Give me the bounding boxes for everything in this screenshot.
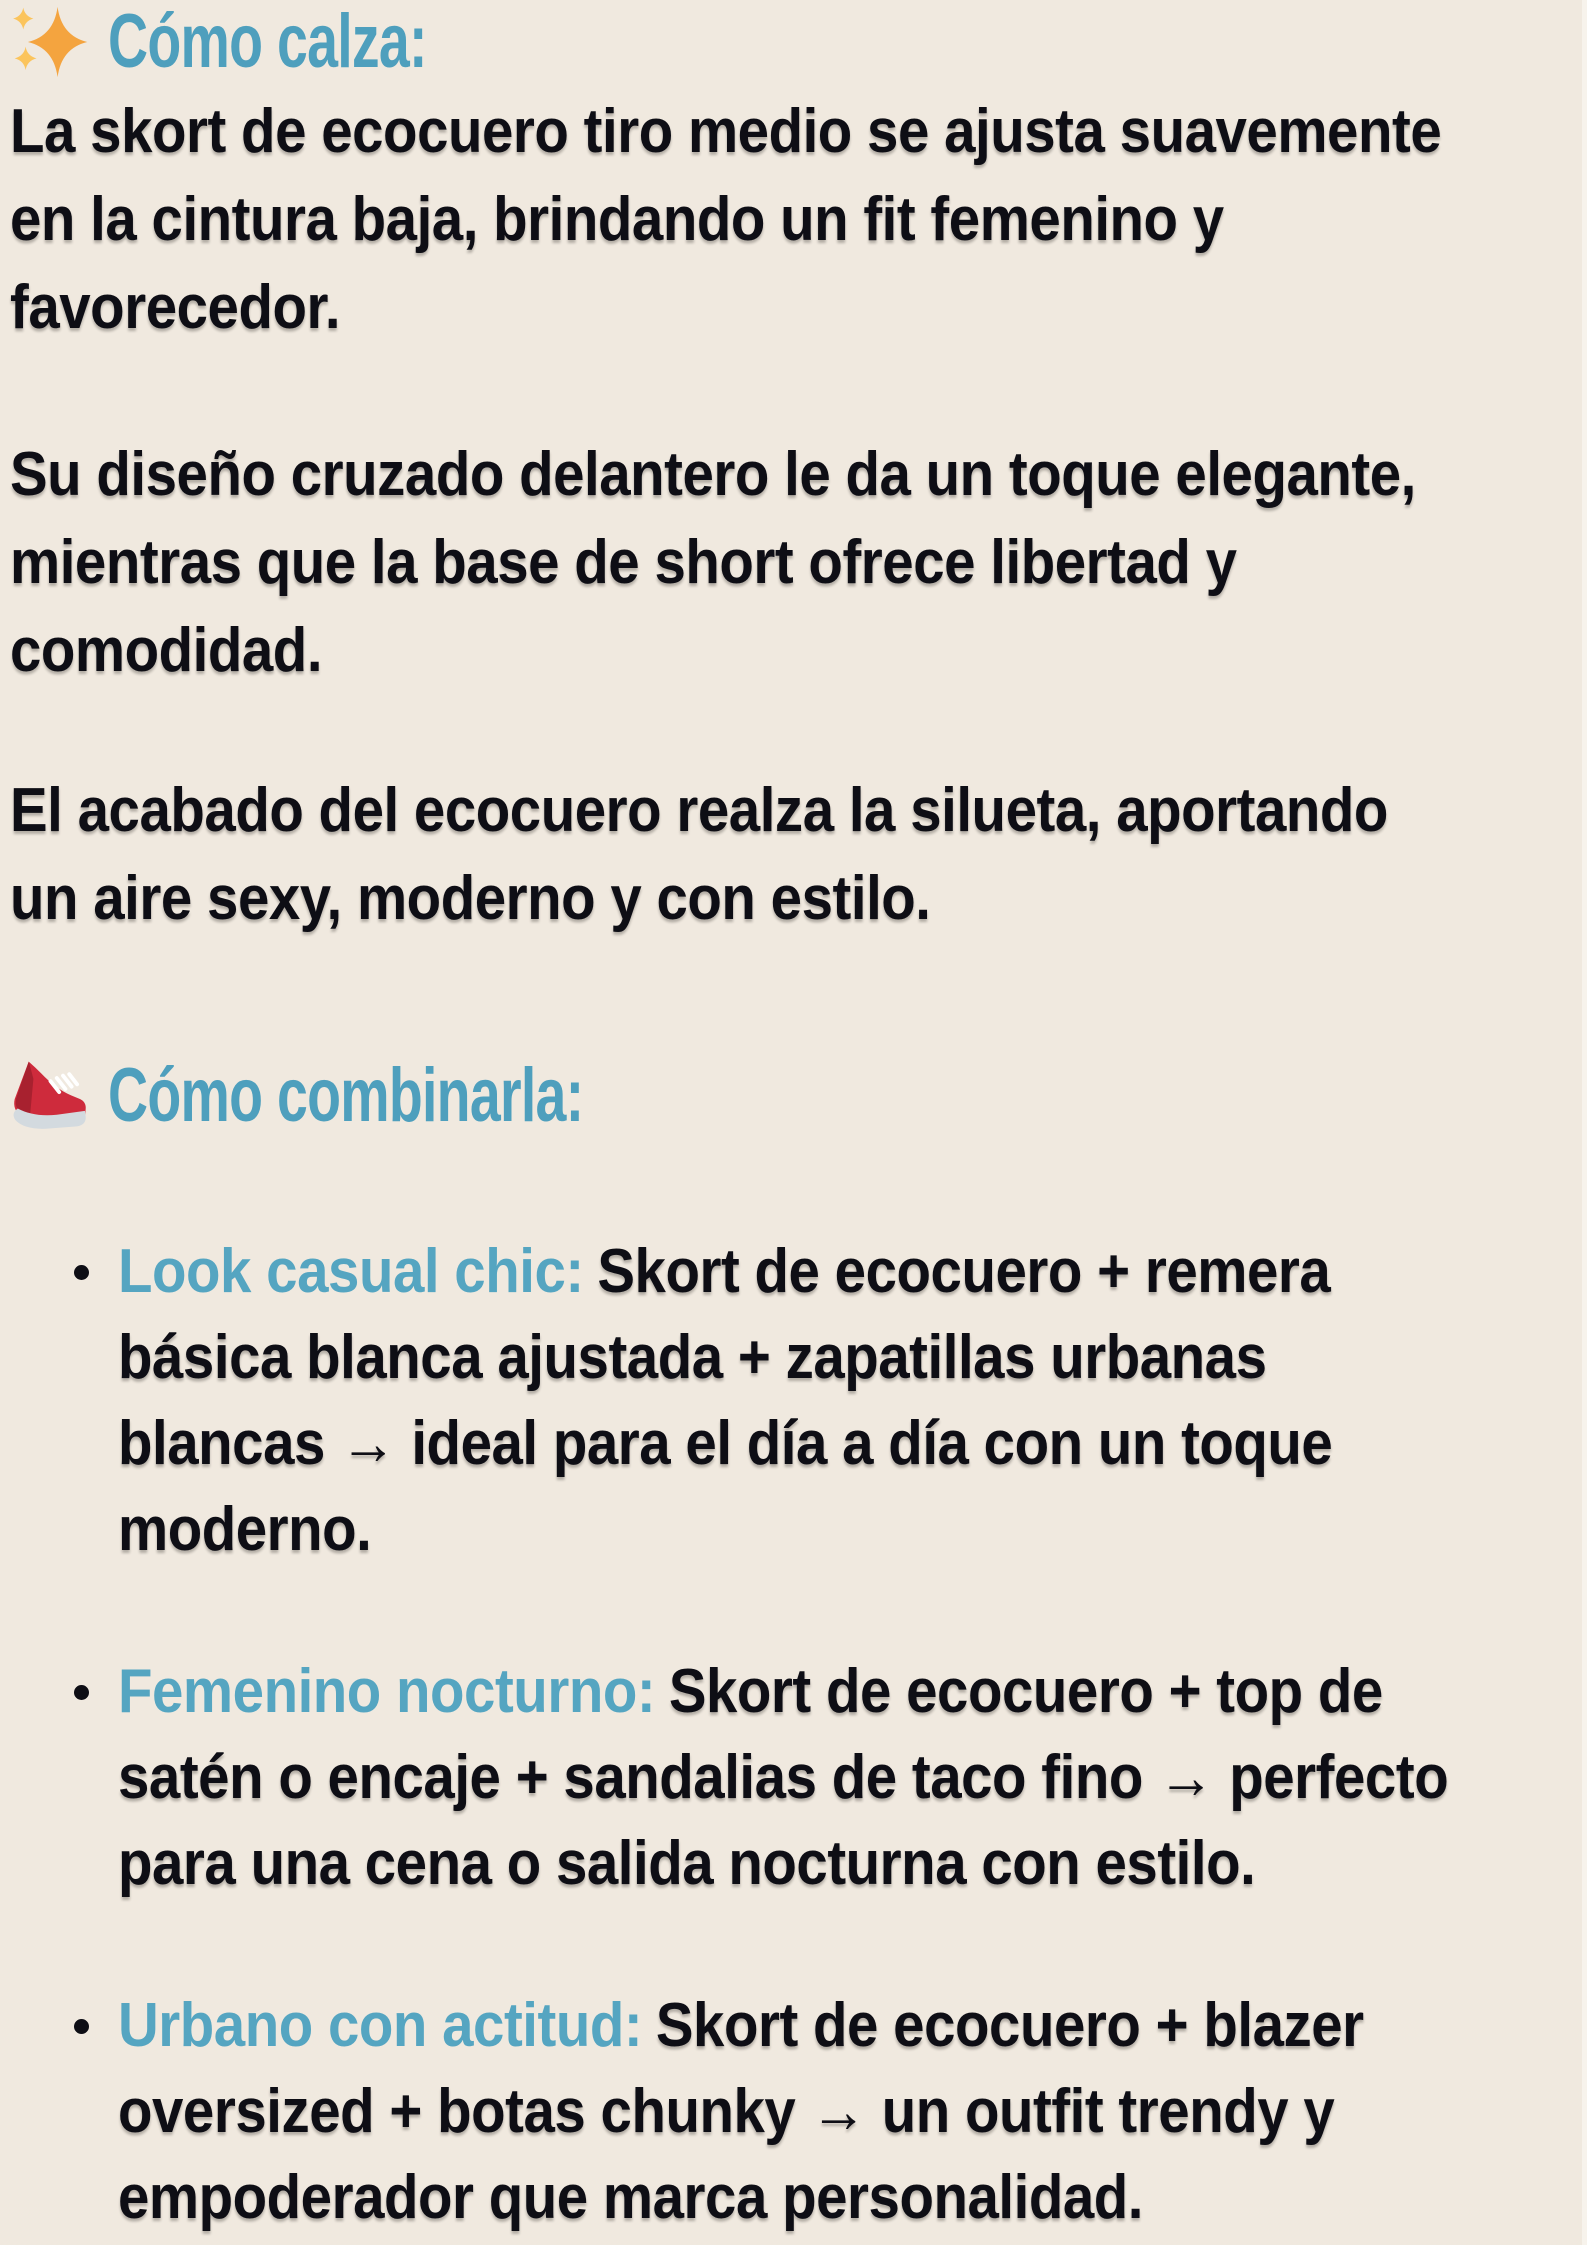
text-line: comodidad. — [10, 616, 323, 685]
text-line: blancas → ideal para el día a día con un toque — [118, 1409, 1333, 1478]
bullet-marker — [74, 1685, 89, 1700]
text-line: El acabado del ecocuero realza la silueta, aportando — [10, 776, 1388, 845]
fit-paragraph-2 — [10, 431, 1587, 695]
bullet-marker — [74, 2019, 89, 2034]
list-item-casual-chic — [10, 1229, 1587, 1573]
text-line — [118, 1649, 1455, 1735]
outfit-list — [10, 1229, 1587, 2241]
fit-paragraph-3 — [10, 767, 1587, 943]
item-text: Skort de ecocuero + blazer — [655, 1991, 1364, 2060]
item-label: Femenino nocturno: — [118, 1657, 656, 1726]
text-line: Su diseño cruzado delantero le da un toque elegante, — [10, 440, 1416, 509]
sparkles-icon — [10, 5, 88, 79]
text-line: en la cintura baja, brindando un fit femenino y — [10, 185, 1224, 254]
text-line: oversized + botas chunky → un outfit trendy y — [118, 2077, 1335, 2146]
text-line: favorecedor. — [10, 273, 341, 342]
red-sneaker-icon — [10, 1059, 88, 1133]
list-item-femenino-nocturno — [10, 1649, 1587, 1907]
text-line: satén o encaje + sandalias de taco fino → perfecto — [118, 1743, 1449, 1812]
text-line: básica blanca ajustada + zapatillas urbanas — [118, 1323, 1267, 1392]
combine-heading-text: Cómo combinarla: — [108, 1053, 584, 1138]
text-line: un aire sexy, moderno y con estilo. — [10, 864, 931, 933]
item-label: Look casual chic: — [118, 1237, 584, 1306]
fit-heading-text: Cómo calza: — [108, 0, 427, 84]
item-text: Skort de ecocuero + top de — [668, 1657, 1383, 1726]
text-line: La skort de ecocuero tiro medio se ajusta suavemente — [10, 97, 1442, 166]
text-line: para una cena o salida nocturna con estilo. — [118, 1829, 1256, 1898]
bullet-marker — [74, 1265, 89, 1280]
text-line: empoderador que marca personalidad. — [118, 2163, 1144, 2232]
text-line — [118, 1229, 1455, 1315]
section-how-to-combine — [10, 1053, 1587, 2241]
item-text: Skort de ecocuero + remera — [597, 1237, 1331, 1306]
fit-paragraph-1 — [10, 88, 1587, 352]
text-line: moderno. — [118, 1495, 372, 1564]
combine-heading — [10, 1053, 1587, 1138]
item-label: Urbano con actitud: — [118, 1991, 643, 2060]
list-item-urbano-actitud — [10, 1983, 1587, 2241]
text-line — [118, 1983, 1455, 2069]
fit-heading — [10, 0, 1587, 84]
text-line: mientras que la base de short ofrece libertad y — [10, 528, 1237, 597]
section-how-it-fits — [10, 0, 1587, 943]
